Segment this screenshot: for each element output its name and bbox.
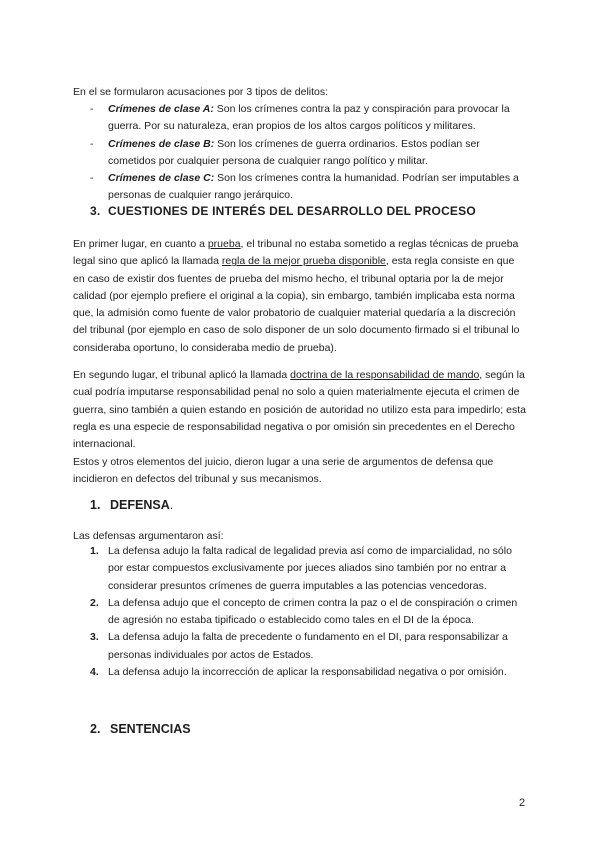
crime-term: Crímenes de clase A: xyxy=(108,103,214,115)
list-item xyxy=(90,543,525,595)
heading-title: SENTENCIAS xyxy=(110,722,191,736)
crime-description: Son los crímenes contra la humanidad. Podrían ser imputables a personas de cualquier rango jerárquico. xyxy=(108,172,519,202)
text-run: En primer lugar, en cuanto a xyxy=(73,238,208,250)
defense-list xyxy=(90,543,525,681)
text-run: , según la cual podría imputarse responsabilidad penal no solo a quien materialmente ejecuta el crimen de guerra, sino también a quien estando en posición de autoridad no utilizo esta para impedirlo; esta regla es una especie de responsabilidad negativa o por omisión sin precedentes en el Derecho internacional. xyxy=(73,369,526,451)
list-number: 1. xyxy=(90,545,99,557)
list-text: La defensa adujo la falta radical de legalidad previa así como de imparcialidad, no sólo por estar compuestos exclusivamente por jueces aliados sino también por no entrar a considerar presuntos crímenes de guerra imputables a las potencias vencedoras. xyxy=(108,545,512,592)
list-bullet: - xyxy=(90,103,94,115)
list-item xyxy=(90,136,520,171)
list-text: La defensa adujo que el concepto de crimen contra la paz o el de conspiración o crimen de agresión no estaba tipificado o establecido como tales en el DI de la época. xyxy=(108,596,518,627)
list-bullet: - xyxy=(90,137,94,150)
defensa-intro: Las defensas argumentaron así: xyxy=(73,530,224,542)
list-item xyxy=(90,595,525,630)
text-run: En segundo lugar, el tribunal aplicó la llamada xyxy=(73,369,291,381)
page-number: 2 xyxy=(519,797,526,809)
section-heading xyxy=(90,204,476,218)
section-number: 3. xyxy=(90,204,101,218)
crime-description: Son los crímenes de guerra ordinarios. Estos podían ser cometidos por cualquier persona de cualquier rango político y militar. xyxy=(108,137,480,167)
list-bullet: - xyxy=(90,172,94,185)
underlined-term: prueba xyxy=(207,238,241,250)
paragraph-mando xyxy=(73,367,528,453)
paragraph-prueba xyxy=(73,236,528,357)
crime-description: Son los crímenes contra la paz y conspiración para provocar la guerra. Por su naturaleza, eran propios de los altos cargos políticos y militares. xyxy=(108,103,510,133)
section-title: CUESTIONES DE INTERÉS DEL DESARROLLO DEL PROCESO xyxy=(108,204,476,218)
defensa-heading xyxy=(90,498,173,512)
crime-term: Crímenes de clase C: xyxy=(108,172,215,185)
crime-term: Crímenes de clase B: xyxy=(108,137,215,150)
heading-title: DEFENSA xyxy=(110,498,170,512)
list-number: 2. xyxy=(90,596,99,609)
paragraph-elementos: Estos y otros elementos del juicio, dieron lugar a una serie de argumentos de defensa que incidieron en defectos del tribunal y sus mecanismos. xyxy=(73,456,494,486)
underlined-term: doctrina de la responsabilidad de mando xyxy=(290,369,480,381)
list-text: La defensa adujo la incorrección de aplicar la responsabilidad negativa o por omisión. xyxy=(108,666,507,679)
text-run: , el tribunal no estaba sometido a reglas técnicas de prueba legal sino que aplicó la llamada xyxy=(73,238,519,268)
underlined-term: regla de la mejor prueba disponible xyxy=(221,255,386,268)
list-number: 4. xyxy=(90,666,99,679)
heading-period: . xyxy=(169,498,174,512)
heading-number: 2. xyxy=(90,722,101,736)
list-item xyxy=(90,101,520,136)
list-item xyxy=(90,629,525,664)
heading-number: 1. xyxy=(90,498,101,512)
list-item xyxy=(90,170,520,205)
list-item xyxy=(90,664,525,681)
text-run: , esta regla consiste en que en caso de existir dos fuentes de prueba del mismo hecho, el tribunal optaria por la de mejor calidad (por ejemplo prefiere el original a la copia), sin embargo, también implicaba esta norma que, la admisión como fuente de valor probatorio de cualquier material quedaría a la discreción del tribunal (por ejemplo en caso de solo disponer de un solo documento firmado si el tribunal lo consideraba oportuno, lo consideraba medio de prueba). xyxy=(73,255,520,354)
sentencias-heading xyxy=(90,722,191,736)
list-text: La defensa adujo la falta de precedente o fundamento en el DI, para responsabilizar a personas individuales por actos de Estados. xyxy=(108,631,508,661)
list-number: 3. xyxy=(90,631,99,644)
intro-text: En el se formularon acusaciones por 3 tipos de delitos: xyxy=(73,86,329,98)
crime-types-list xyxy=(90,101,520,205)
